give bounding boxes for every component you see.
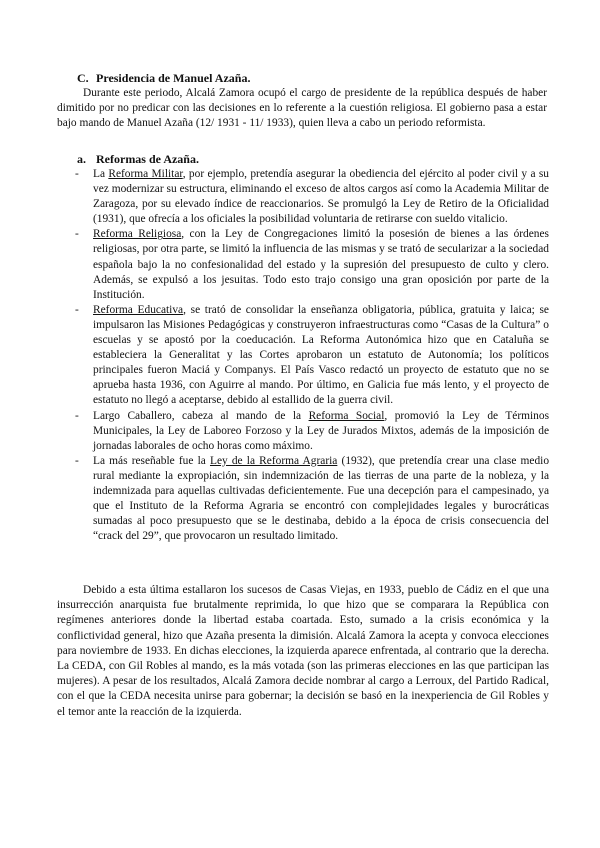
closing-paragraph: Debido a esta última estallaron los sucesos de Casas Viejas, en 1933, pueblo de Cádiz en el que una insurrección anarquista fue brutalmente reprimida, lo que hizo que se comparara la República con regímenes anteriores donde la libertad estaba coartada. Esto, sumado a la crisis económica y la conflictividad general, hizo que Azaña presenta la dimisión. Alcalá Zamora la acepta y convoca elecciones para noviembre de 1933. En dichas elecciones, la izquierda aparece enfrentada, al contrario que la derecha. La CEDA, con Gil Robles al mando, es la más votada (son las primeras elecciones en las que participan las mujeres). A pesar de los resultados, Alcalá Zamora decide nombrar al cargo a Lerroux, del Partido Radical, con el que la CEDA necesita unirse para gobernar; la decisión se basó en la inexperiencia de Gil Robles y el temor ante la reacción de la izquierda. [57,584,549,718]
reform-text-before: La más reseñable fue la [93,454,210,467]
reform-item-educational [75,303,549,409]
list-dash: - [75,228,79,241]
section-heading [77,71,250,85]
section-title: Presidencia de Manuel Azaña. [96,71,251,85]
reform-term-educational: Reforma Educativa [93,303,184,316]
intro-paragraph [57,86,547,131]
reform-text-after: , por ejemplo, pretendía asegurar la obediencia del ejército al poder civil y a su vez modernizar su estructura, eliminando el exceso de altos cargos así como la Academia Militar de Zaragoza, por su elevado índice de reaccionarios. Se promulgó la Ley de Retiro de la Oficialidad (1931), que ofrecía a los oficiales la posibilidad voluntaria de retirarse con sueldo vitalicio. [93,168,549,226]
reform-text-after: , se trató de consolidar la enseñanza obligatoria, pública, gratuita y laica; se impulsaron las Misiones Pedagógicas y construyeron infraestructuras como “Casas de la Cultura” o escuelas y se apostó por la coeducación. La Reforma Autonómica hizo que en Cataluña se estableciera la Generalitat y las Cortes aprobaron un estatuto de Autonomía; los políticos principales fueron Maciá y Companys. El País Vasco redactó un proyecto de estatuto que no se aprueba hasta 1936, con Aguirre al mando. Por último, en Galicia fue más lento, y el proyecto de estatuto no llegó a aceptarse, debido al estallido de la guerra civil. [93,303,549,407]
reform-text-after: , promovió la Ley de Términos Municipales, la Ley de Laboreo Forzoso y la Ley de Jurados Mixtos, además de la imposición de jornadas laborales de ocho horas como máximo. [93,409,549,452]
reform-item-agrarian [75,454,549,545]
reform-text-before: La [93,168,109,180]
reform-text-before: Largo Caballero, cabeza al mando de la [93,409,309,422]
subsection-title: Reformas de Azaña. [96,152,199,166]
list-dash: - [75,454,79,467]
list-dash: - [75,409,79,422]
section-letter: C. [77,71,89,85]
list-dash: - [75,168,79,180]
subsection-letter: a. [77,152,86,166]
reform-item-social [75,409,549,454]
subsection-heading [77,152,199,166]
reform-term-social: Reforma Social [308,409,385,422]
list-dash: - [75,303,79,316]
reform-text-after: , con la Ley de Congregaciones limitó la posesión de bienes a las órdenes religiosas, por otra parte, se limitó la influencia de las mismas y se trató de secularizar a la sociedad española bajo la no confesionalidad del estado y la supresión del presupuesto de culto y clero. Además, se expulsó a los jesuitas. Todo esto trajo consigo una gran oposición por parte de la Institución. [93,228,549,301]
reform-term-military: Reforma Militar [108,168,183,180]
reforms-list [75,167,549,544]
reform-item-religious [75,227,549,302]
reform-item-military [75,167,549,227]
intro-text: Durante este periodo, Alcalá Zamora ocupó el cargo de presidente de la república después de haber dimitido por no predicar con las decisiones en lo referente a la cuestión religiosa. El gobierno pasa a estar bajo mando de Manuel Azaña (12/ 1931 - 11/ 1933), quien lleva a cabo un periodo reformista. [57,87,547,129]
reform-term-religious: Reforma Religiosa [93,228,182,241]
reform-term-agrarian: Ley de la Reforma Agraria [209,454,338,467]
reform-text-after: (1932), que pretendía crear una clase medio rural mediante la expropiación, sin indemnización de las tierras de una parte de la nobleza, y la indemnizada para aquellas cultivadas deficientemente. Fue una decepción para el campesinado, ya que el Instituto de la Reforma Agraria se encontró con complejidades legales y burocráticas sumadas al poco presupuesto que se le destinaba, debido a la época de crisis consecuencia del “crack del 29”, que provocaron un resultado limitado. [93,454,550,543]
